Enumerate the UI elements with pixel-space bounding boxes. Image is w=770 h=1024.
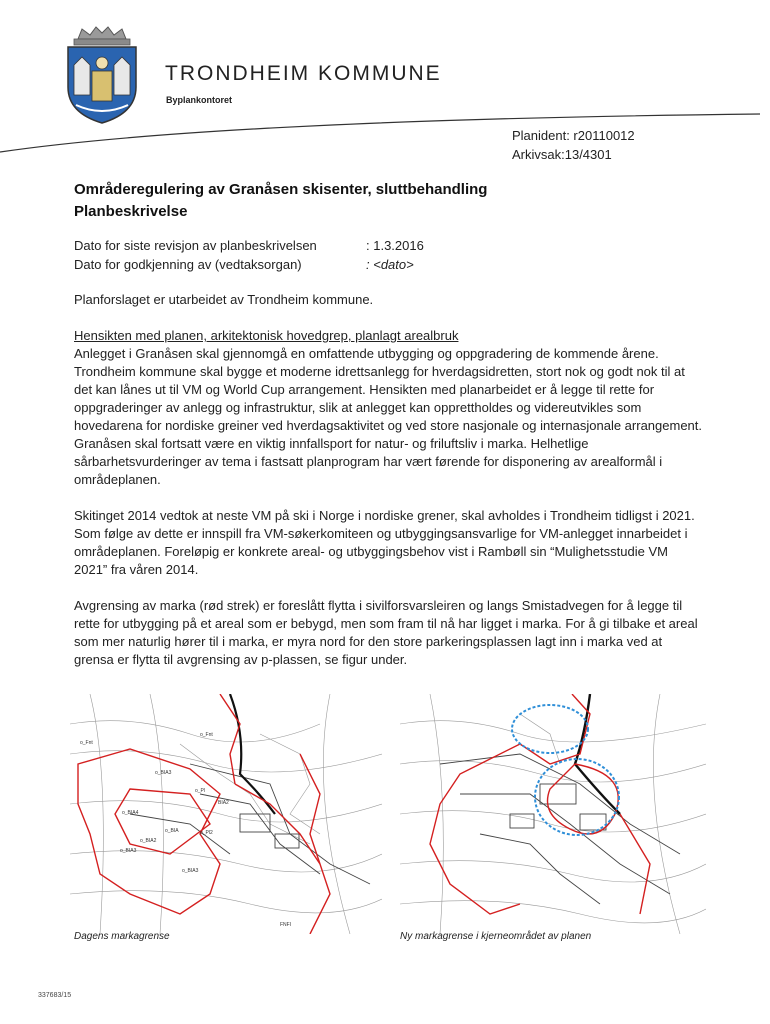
paragraph-purpose: Anlegget i Granåsen skal gjennomgå en omfattende utbygging og oppgradering de kommende årene. Trondheim kommune skal bygge et moderne idrettsanlegg for hverdagsidretten, stort nok og godt nok til at det kan lånes ut til VM og World Cup arrangement. Hensikten med planarbeidet er å legge til rette for oppgraderinger av anlegg og infrastruktur, slik at anlegget kan opprettholdes og videreutvikles som hovedarena for nordiske greiner ved hverdagsaktivitet og ved store nasjonale og internasjonale arrangement. Granåsen skal fortsatt være en viktig innfallsport for natur- og friluftsliv i marka. Helhetlige sårbarhetsvurderinger av tema i fastsatt planprogram har vært førende for disponering av arealformål i områdeplanen. — [74, 346, 702, 487]
map-label: o_BIA3 — [182, 868, 199, 874]
document-number: 337683/15 — [38, 992, 72, 999]
right-figure-caption: Ny markagrense i kjerneområdet av planen — [400, 931, 592, 942]
plan-id: Planident: r20110012 — [512, 128, 635, 143]
map-label: BIA2 — [218, 800, 229, 806]
header-divider-curve — [0, 108, 770, 158]
section-heading: Hensikten med planen, arkitektonisk hovedgrep, planlagt arealbruk — [74, 328, 459, 343]
map-label: o_Pl2 — [200, 830, 213, 836]
archive-case: Arkivsak:13/4301 — [512, 147, 612, 162]
document-title: Områderegulering av Granåsen skisenter, sluttbehandling — [74, 181, 488, 198]
department-name: Byplankontoret — [166, 95, 233, 105]
map-label: o_BIA — [165, 828, 179, 834]
paragraph-boundary: Avgrensing av marka (rød strek) er foreslått flytta i sivilforsvarsleiren og langs Smistadvegen for å legge til rette for utbygging på et areal som er bebygd, men som fram til nå har ligget i marka. For å gi tilbake et areal som mer naturlig hører til i marka, er myra nord for den store parkeringsplassen lagt inn i marka ved at grensa er flytta til avgrensing av p-plassen, se figur under. — [74, 598, 698, 667]
revision-date-value: : 1.3.2016 — [366, 238, 424, 253]
organization-name: TRONDHEIM KOMMUNE — [165, 62, 442, 85]
map-new-boundary — [400, 694, 706, 934]
map-label: o_Fnt — [200, 732, 213, 738]
left-figure-caption: Dagens markagrense — [74, 931, 170, 942]
map-label: o_Pl — [195, 788, 206, 794]
paragraph-vm-2021: Skitinget 2014 vedtok at neste VM på ski i Norge i nordiske grener, skal avholdes i Trondheim tidligst i 2021. Som følge av dette er innspill fra VM-søkerkomiteen og utbyggingsansvarlige for VM-anlegget innarbeidet i områdeplanen. Foreløpig er konkrete areal- og utbyggingsbehov vist i Rambøll sin “Mulighetsstudie VM 2021” fra våren 2014. — [74, 508, 695, 577]
map-label: o_BIA3 — [155, 770, 172, 776]
approval-date-value: : <dato> — [366, 257, 414, 272]
map-label: o_BIA2 — [140, 838, 157, 844]
document-subtitle: Planbeskrivelse — [74, 203, 188, 220]
map-label: o_BIA3 — [120, 848, 137, 854]
map-label: FNFI — [280, 922, 292, 928]
approval-date-label: Dato for godkjenning av (vedtaksorgan) — [74, 257, 302, 272]
map-label: o_Fnt — [80, 740, 93, 746]
intro-text: Planforslaget er utarbeidet av Trondheim kommune. — [74, 292, 374, 307]
map-label: o_BIA4 — [122, 810, 139, 816]
map-current-boundary — [70, 694, 382, 934]
revision-date-label: Dato for siste revisjon av planbeskrivelsen — [74, 238, 317, 253]
